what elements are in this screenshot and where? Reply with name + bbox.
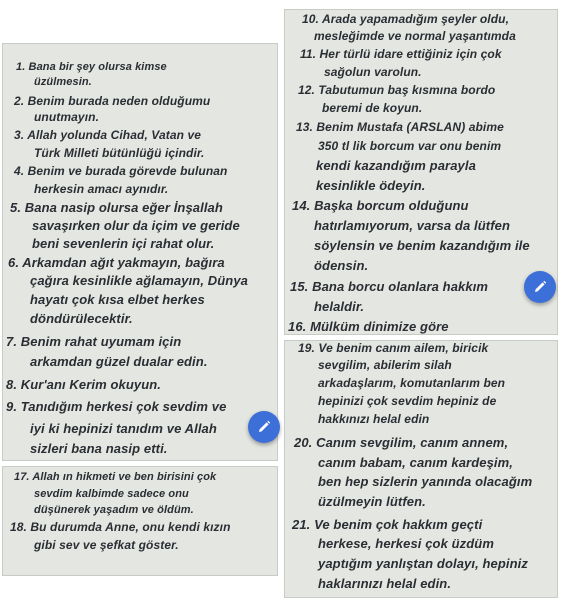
note-panel-items-19-21	[284, 340, 558, 598]
note-line: 11. Her türlü idare ettiğiniz için çok	[300, 47, 502, 61]
note-line: 20. Canım sevgilim, canım annem,	[294, 435, 509, 450]
note-line: beremi de koyun.	[322, 101, 423, 115]
note-line: mesleğimde ve normal yaşantımda	[314, 29, 516, 43]
note-line: unutmayın.	[34, 110, 100, 124]
note-line: düşünerek yaşadım ve öldüm.	[34, 504, 194, 516]
note-line: 18. Bu durumda Anne, onu kendi kızın	[10, 520, 231, 534]
note-line: 4. Benim ve burada görevde bulunan	[14, 164, 228, 178]
note-line: canım babam, canım kardeşim,	[318, 455, 513, 470]
note-line: 8. Kur'anı Kerim okuyun.	[6, 377, 162, 392]
note-line: 3. Allah yolunda Cihad, Vatan ve	[14, 128, 202, 142]
pencil-icon	[256, 419, 272, 435]
note-line: iyi ki hepinizi tanıdım ve Allah	[30, 421, 217, 436]
note-line: 7. Benim rahat uyumam için	[6, 334, 182, 349]
note-panel-items-17-18	[2, 466, 278, 576]
note-line: hayatı çok kısa elbet herkes	[30, 292, 205, 307]
note-panel-items-1-9	[2, 43, 278, 461]
note-line: 21. Ve benim çok hakkım geçti	[292, 517, 483, 532]
edit-fab-button[interactable]	[524, 271, 556, 303]
note-line: çağıra kesinlikle ağlamayın, Dünya	[30, 273, 249, 288]
note-line: arkamdan güzel dualar edin.	[30, 354, 208, 369]
note-line: sevgilim, abilerim silah	[318, 358, 452, 372]
note-line: söylensin ve benim kazandığım ile	[314, 238, 530, 253]
note-line: 16. Mülküm dinimize göre	[288, 319, 449, 334]
pencil-icon	[532, 279, 548, 295]
note-line: herkesin amacı aynıdır.	[34, 182, 169, 196]
note-line: hatırlamıyorum, varsa da lütfen	[314, 218, 510, 233]
note-line: hakkınızı helal edin	[318, 412, 430, 426]
edit-fab-button[interactable]	[248, 411, 280, 443]
note-panel-items-10-16	[284, 9, 558, 335]
note-line: 14. Başka borcum olduğunu	[292, 198, 469, 213]
note-line: sağolun varolun.	[324, 65, 422, 79]
note-line: Türk Milleti bütünlüğü içindir.	[34, 146, 205, 160]
note-line: 17. Allah ın hikmeti ve ben birisini çok	[14, 471, 217, 483]
note-line: üzülmesin.	[34, 76, 92, 88]
note-line: kesinlikle ödeyin.	[316, 178, 426, 193]
note-line: döndürülecektir.	[30, 311, 133, 326]
note-line: 6. Arkamdan ağıt yakmayın, bağıra	[8, 255, 225, 270]
note-line: üzülmeyin lütfen.	[318, 494, 426, 509]
note-line: yaptığım yanlıştan dolayı, hepiniz	[318, 556, 528, 571]
note-line: 15. Bana borcu olanlara hakkım	[290, 279, 489, 294]
note-line: 9. Tanıdığım herkesi çok sevdim ve	[6, 399, 227, 414]
note-line: 350 tl lik borcum var onu benim	[318, 139, 502, 153]
note-line: 1. Bana bir şey olursa kimse	[16, 61, 167, 73]
note-line: sizleri bana nasip etti.	[30, 441, 168, 456]
note-line: haklarınızı helal edin.	[318, 576, 452, 591]
note-line: hepinizi çok sevdim hepiniz de	[318, 394, 497, 408]
note-line: kendi kazandığım parayla	[316, 158, 476, 173]
note-line: 19. Ve benim canım ailem, biricik	[298, 341, 489, 355]
note-line: gibi sev ve şefkat göster.	[34, 538, 179, 552]
note-line: helaldir.	[314, 299, 365, 314]
note-line: herkese, herkesi çok üzdüm	[318, 536, 495, 551]
note-line: 13. Benim Mustafa (ARSLAN) abime	[296, 120, 504, 134]
note-line: 10. Arada yapamadığım şeyler oldu,	[302, 12, 510, 26]
note-line: ben hep sizlerin yanında olacağım	[318, 474, 533, 489]
note-line: savaşırken olur da içim ve geride	[32, 218, 240, 233]
note-line: ödensin.	[314, 258, 369, 273]
note-line: beni sevenlerin içi rahat olur.	[32, 236, 215, 251]
note-line: 5. Bana nasip olursa eğer İnşallah	[10, 200, 223, 215]
note-line: sevdim kalbimde sadece onu	[34, 488, 189, 500]
note-line: 12. Tabutumun baş kısmına bordo	[298, 83, 496, 97]
note-line: 2. Benim burada neden olduğumu	[14, 94, 211, 108]
note-line: arkadaşlarım, komutanlarım ben	[318, 376, 506, 390]
